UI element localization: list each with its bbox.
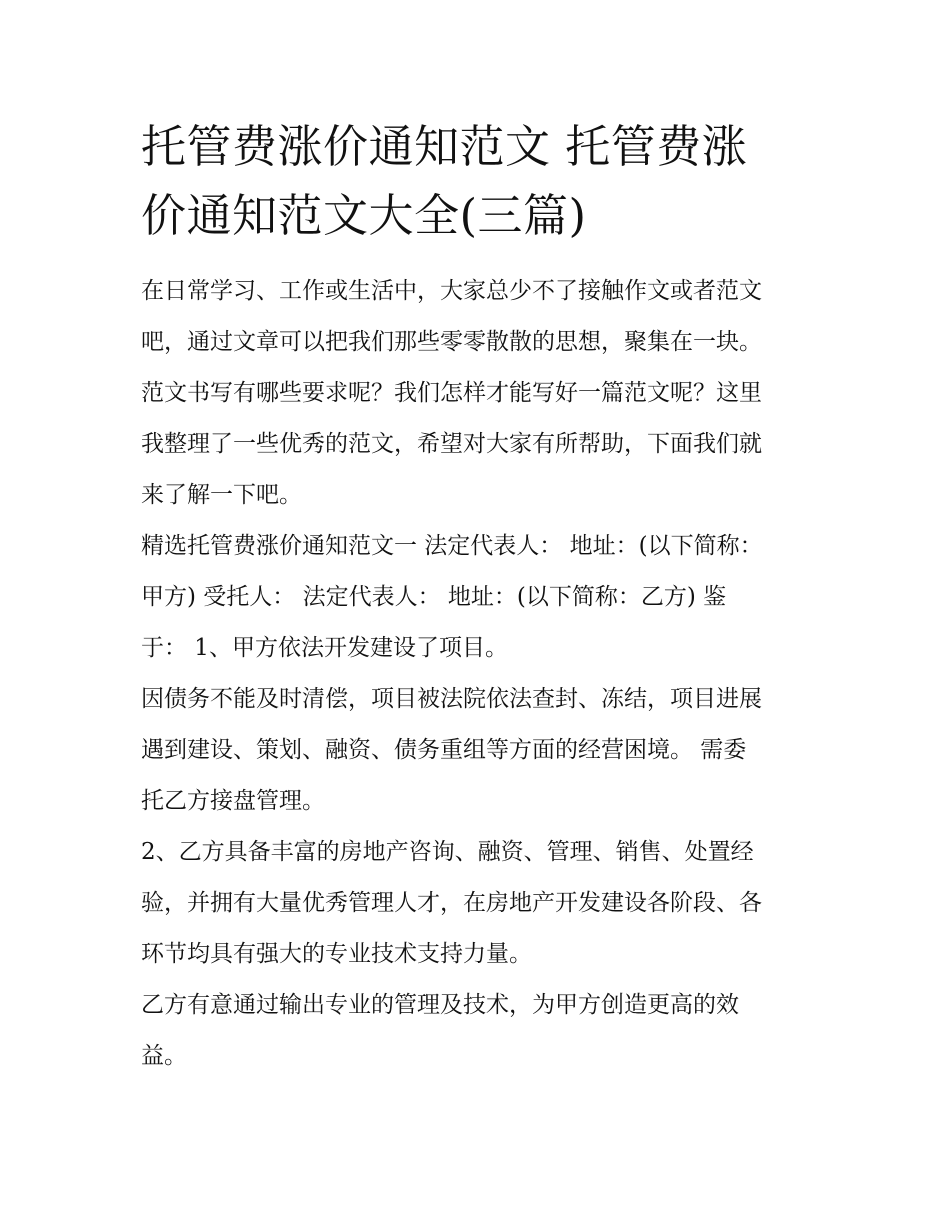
body-line: 甲方) 受托人： 法定代表人： 地址：(以下简称：乙方) 鉴 (141, 584, 727, 610)
body-line: 在日常学习、工作或生活中，大家总少不了接触作文或者范文 (141, 278, 762, 304)
document-content (141, 112, 821, 1082)
document-body (141, 266, 821, 1082)
title-line: 价通知范文大全(三篇) (141, 189, 587, 242)
body-line: 托乙方接盘管理。 (141, 788, 325, 814)
body-line: 益。 (141, 1043, 187, 1069)
body-line: 因债务不能及时清偿，项目被法院依法查封、冻结，项目进展 (141, 686, 762, 712)
body-line: 吧，通过文章可以把我们那些零零散散的思想，聚集在一块。 (141, 329, 762, 355)
body-line: 来了解一下吧。 (141, 482, 302, 508)
body-line: 环节均具有强大的专业技术支持力量。 (141, 941, 532, 967)
body-line: 验，并拥有大量优秀管理人才，在房地产开发建设各阶段、各 (141, 890, 762, 916)
body-line: 精选托管费涨价通知范文一 法定代表人： 地址：(以下简称： (141, 533, 763, 559)
body-line: 我整理了一些优秀的范文，希望对大家有所帮助，下面我们就 (141, 431, 762, 457)
body-line: 于： 1、甲方依法开发建设了项目。 (141, 635, 508, 661)
body-line: 遇到建设、策划、融资、债务重组等方面的经营困境。 需委 (141, 737, 747, 763)
body-line: 乙方有意通过输出专业的管理及技术，为甲方创造更高的效 (141, 992, 739, 1018)
body-line: 范文书写有哪些要求呢？我们怎样才能写好一篇范文呢？这里 (141, 380, 762, 406)
document-title (141, 112, 821, 250)
body-line: 2、乙方具备丰富的房地产咨询、融资、管理、销售、处置经 (141, 839, 754, 865)
title-line: 托管费涨价通知范文 托管费涨 (141, 120, 748, 173)
